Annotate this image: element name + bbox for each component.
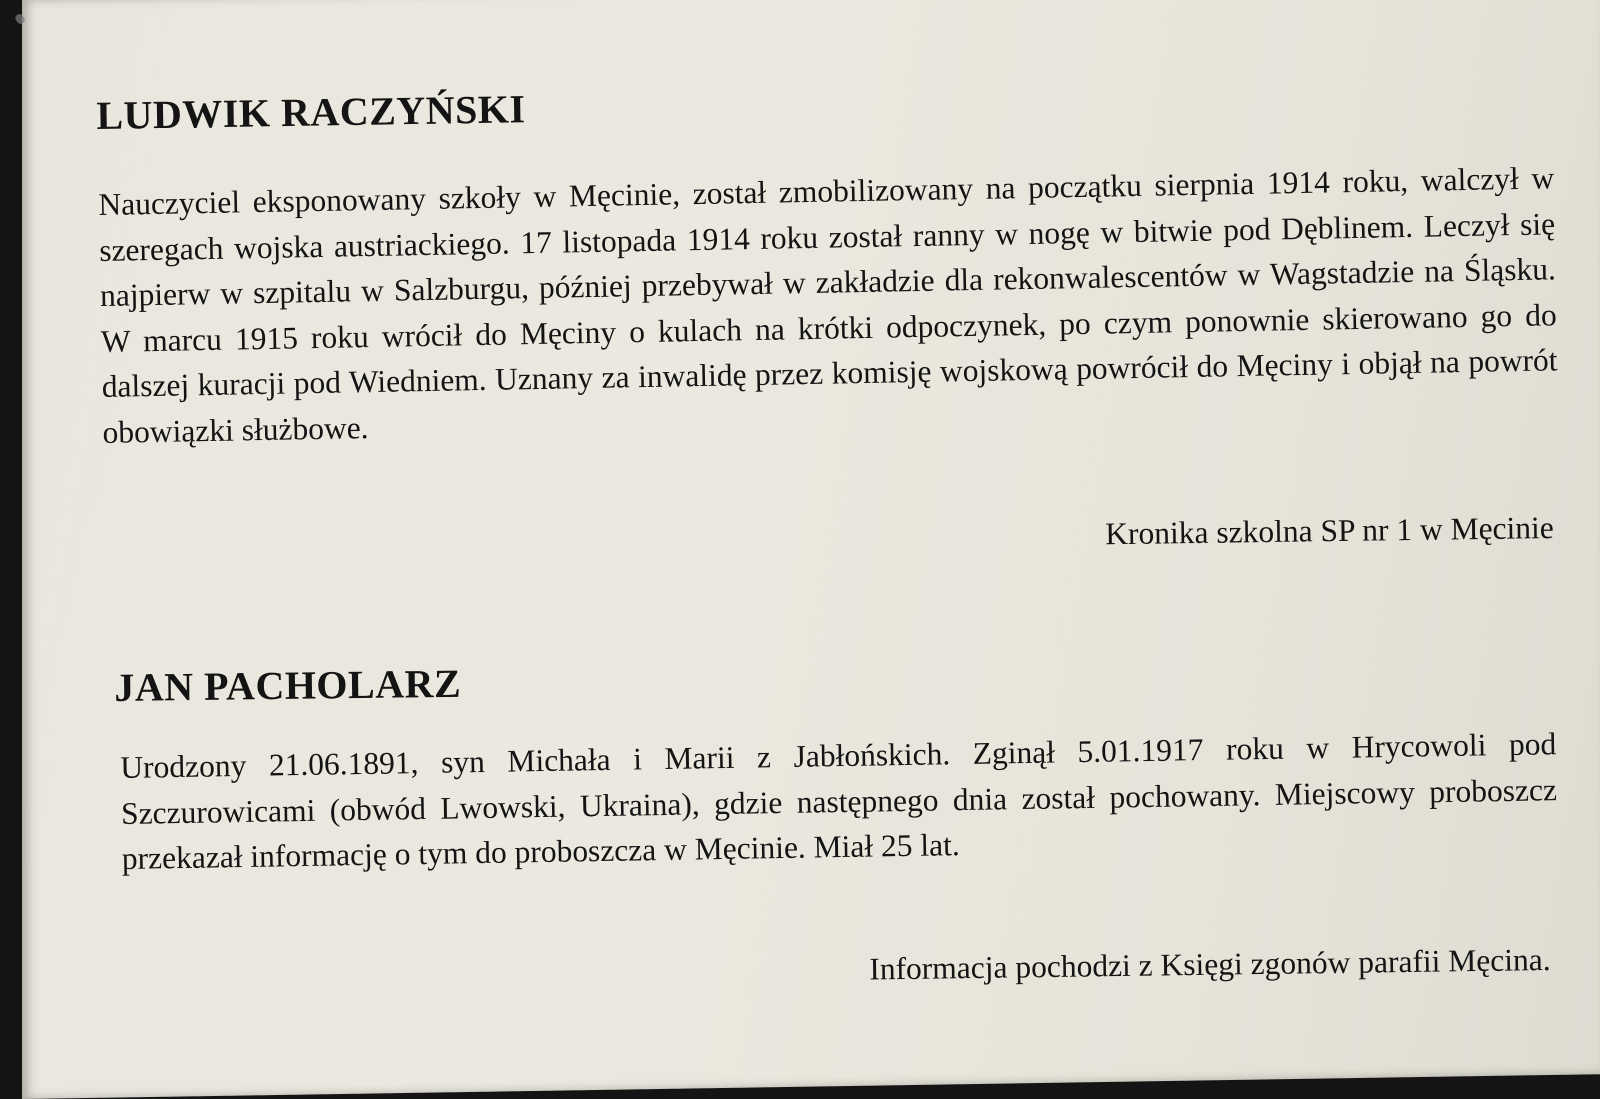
section-heading-pacholarz: JAN PACHOLARZ [114,660,462,710]
section-source-pacholarz: Informacja pochodzi z Księgi zgonów parafii Męcina. [868,942,1551,987]
section-body-pacholarz: Urodzony 21.06.1891, syn Michała i Marii z Jabłońskich. Zginął 5.01.1917 roku w Hrycowoli pod Szczurowicami (obwód Lwowski, Ukraina), gdzie następnego dnia został pochowany. Miejscowy proboszcz przekazał informację o tym do proboszcza w Męcinie. Miał 25 lat. [120,726,1558,876]
section-heading-raczynski: LUDWIK RACZYŃSKI [96,86,526,138]
section-body-raczynski: Nauczyciel eksponowany szkoły w Męcinie, został zmobilizowany na początku sierpnia 1914 roku, walczył w szeregach wojska austriackiego. 17 listopada 1914 roku został ranny w nogę w bitwie pod Dęblinem. Leczył się najpierw w szpitalu w Salzburgu, później przebywał w zakładzie dla rekonwalescentów w Wagstadzie na Śląsku. W marcu 1915 roku wrócił do Męciny o kulach na krótki odpoczynek, po czym ponownie skierowano go do dalszej kuracji pod Wiedniem. Uznany za inwalidę przez komisję wojskową powrócił do Męciny i objął na powrót obowiązki służbowe. [98,160,1558,450]
section-source-raczynski: Kronika szkolna SP nr 1 w Męcinie [1105,510,1555,552]
pin-mark [14,13,26,26]
